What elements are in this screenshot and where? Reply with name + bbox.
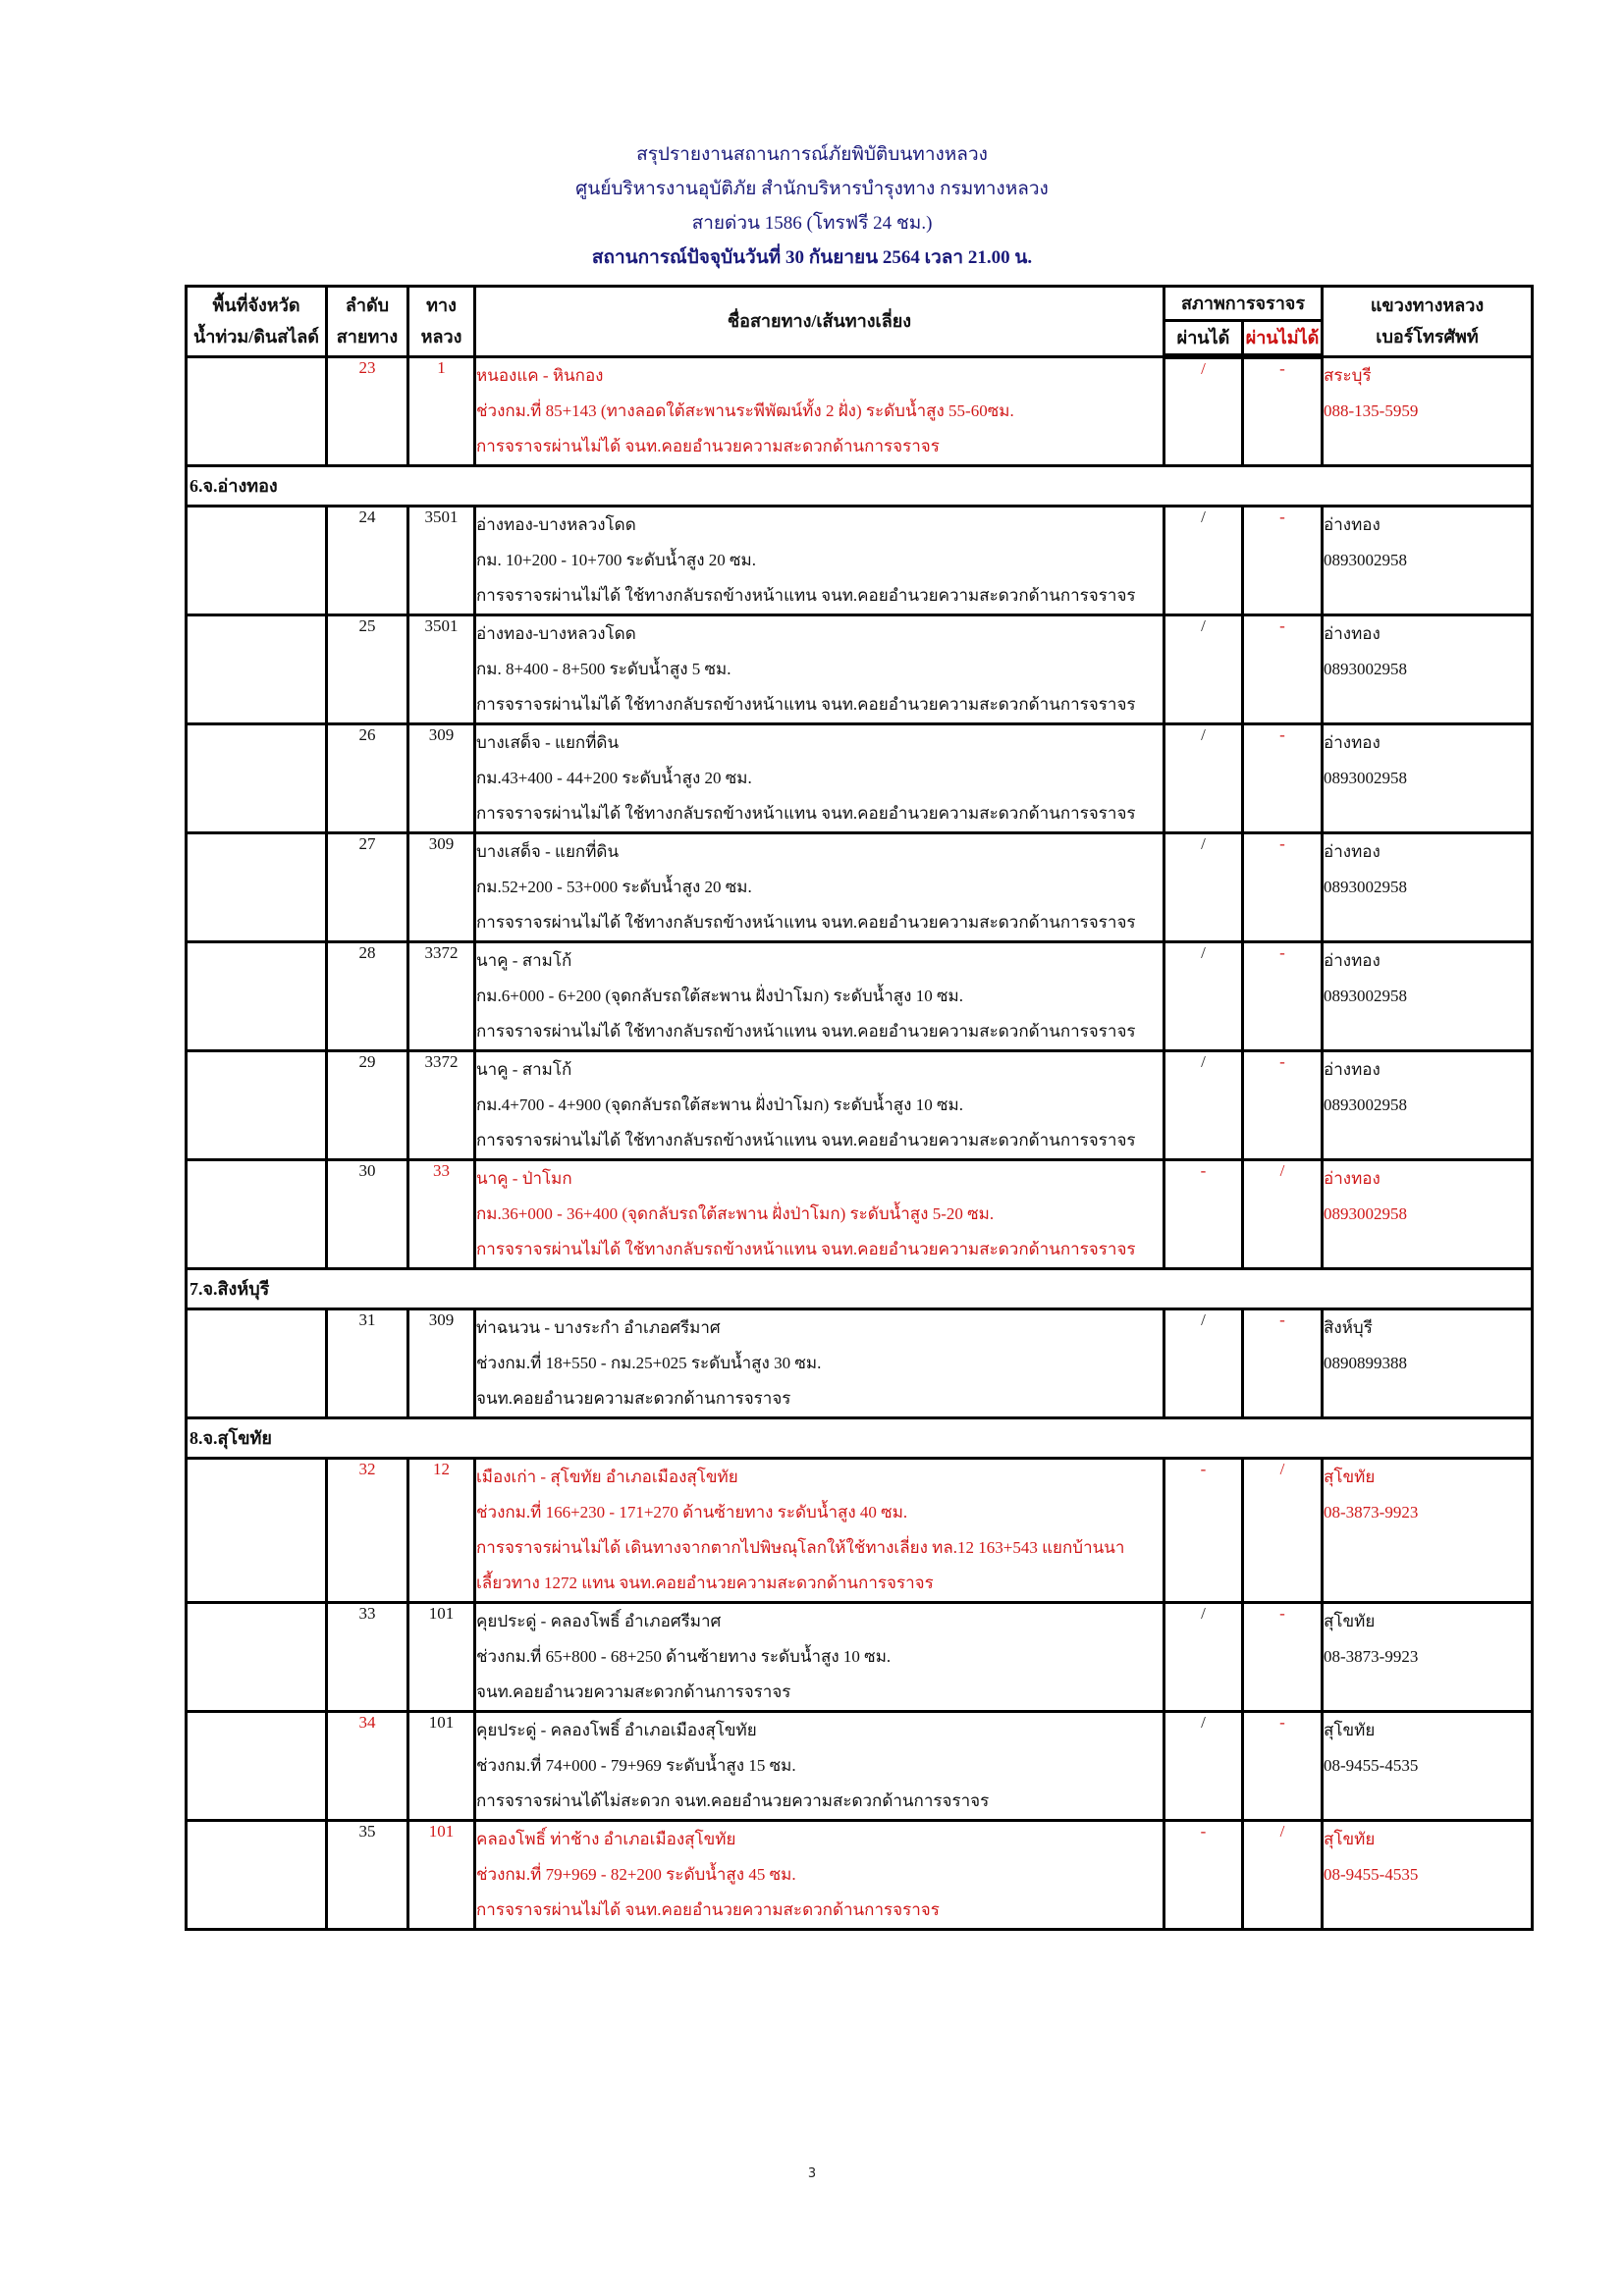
seq-cell: 33 <box>327 1602 408 1711</box>
route-description-line: เมืองเก่า - สุโขทัย อำเภอเมืองสุโขทัย <box>476 1467 738 1486</box>
no-pass-status-cell <box>1243 1602 1323 1711</box>
route-description-line: การจราจรผ่านไม่ได้ ใช้ทางกลับรถข้างหน้าแทน จนท.คอยอำนวยความสะดวกด้านการจราจร <box>476 1239 1136 1258</box>
area-cell <box>187 1820 327 1929</box>
district-cell <box>1323 1159 1533 1268</box>
pass-status-cell <box>1164 1050 1243 1159</box>
route-description-cell <box>475 832 1164 941</box>
route-description-cell <box>475 1050 1164 1159</box>
seq-cell: 32 <box>327 1458 408 1602</box>
pass-status-cell <box>1164 506 1243 614</box>
col-header-pass: ผ่านได้ <box>1164 321 1243 357</box>
district-name: สุโขทัย <box>1324 1467 1376 1486</box>
district-cell <box>1323 1308 1533 1417</box>
no-pass-status-mark: / <box>1279 1821 1285 1841</box>
no-pass-status-cell <box>1243 1159 1323 1268</box>
road-number-cell: 101 <box>408 1602 475 1711</box>
route-description-line: ช่วงกม.ที่ 85+143 (ทางลอดใต้สะพานระพีพัฒน์ทั้ง 2 ฝั่ง) ระดับน้ำสูง 55-60ซม. <box>476 400 1014 420</box>
report-datetime: สถานการณ์ปัจจุบันวันที่ 30 กันยายน 2564 เวลา 21.00 น. <box>591 247 1033 268</box>
route-description-line: คุยประดู่ - คลองโพธิ์ อำเภอเมืองสุโขทัย <box>476 1720 757 1739</box>
no-pass-status-cell <box>1243 1050 1323 1159</box>
no-pass-status-cell <box>1243 832 1323 941</box>
route-description-line: ช่วงกม.ที่ 79+969 - 82+200 ระดับน้ำสูง 45 ซม. <box>476 1864 796 1884</box>
district-name: อ่างทอง <box>1324 841 1380 861</box>
table-row <box>187 1602 1533 1711</box>
district-name: อ่างทอง <box>1324 1168 1380 1188</box>
table-row <box>187 1820 1533 1929</box>
pass-status-mark: - <box>1200 1821 1207 1841</box>
district-name: อ่างทอง <box>1324 514 1380 534</box>
area-cell <box>187 723 327 832</box>
route-description-cell <box>475 356 1164 465</box>
table-row <box>187 614 1533 723</box>
no-pass-status-mark: - <box>1279 942 1285 962</box>
district-phone: 08-9455-4535 <box>1324 1864 1419 1884</box>
road-number-cell: 309 <box>408 832 475 941</box>
seq-cell: 29 <box>327 1050 408 1159</box>
road-number-cell: 309 <box>408 723 475 832</box>
district-cell <box>1323 1820 1533 1929</box>
district-cell <box>1323 1458 1533 1602</box>
route-description-line: จนท.คอยอำนวยความสะดวกด้านการจราจร <box>476 1682 791 1701</box>
route-description-cell <box>475 1820 1164 1929</box>
road-number-cell: 101 <box>408 1711 475 1820</box>
route-description-cell <box>475 723 1164 832</box>
district-phone: 088-135-5959 <box>1324 400 1419 420</box>
province-section-label: 8.จ.สุโขทัย <box>187 1417 1533 1458</box>
no-pass-status-mark: - <box>1279 1051 1285 1071</box>
no-pass-status-cell <box>1243 356 1323 465</box>
no-pass-status-cell <box>1243 723 1323 832</box>
pass-status-mark: / <box>1201 359 1206 378</box>
road-number-cell: 3372 <box>408 1050 475 1159</box>
route-description-line: การจราจรผ่านไม่ได้ ใช้ทางกลับรถข้างหน้าแทน จนท.คอยอำนวยความสะดวกด้านการจราจร <box>476 1130 1136 1149</box>
pass-status-mark: / <box>1201 1309 1206 1329</box>
area-cell <box>187 832 327 941</box>
route-description-line: บางเสด็จ - แยกที่ดิน <box>476 841 620 861</box>
area-cell <box>187 1308 327 1417</box>
table-row <box>187 941 1533 1050</box>
seq-cell: 30 <box>327 1159 408 1268</box>
pass-status-cell <box>1164 614 1243 723</box>
route-description-line: กม.43+400 - 44+200 ระดับน้ำสูง 20 ซม. <box>476 768 752 787</box>
no-pass-status-mark: / <box>1279 1160 1285 1180</box>
table-row <box>187 1458 1533 1602</box>
route-description-cell <box>475 506 1164 614</box>
col-header-district <box>1323 287 1533 357</box>
route-description-line: การจราจรผ่านไม่ได้ ใช้ทางกลับรถข้างหน้าแทน จนท.คอยอำนวยความสะดวกด้านการจราจร <box>476 803 1136 823</box>
area-cell <box>187 1159 327 1268</box>
table-row <box>187 1159 1533 1268</box>
district-phone: 08-3873-9923 <box>1324 1646 1419 1666</box>
table-body <box>187 356 1533 1929</box>
district-phone: 08-3873-9923 <box>1324 1502 1419 1522</box>
table-row <box>187 723 1533 832</box>
no-pass-status-mark: - <box>1279 1603 1285 1623</box>
pass-status-mark: / <box>1201 1051 1206 1071</box>
col-header-road-line2: หลวง <box>420 327 462 347</box>
route-description-line: ช่วงกม.ที่ 74+000 - 79+969 ระดับน้ำสูง 15 ซม. <box>476 1755 796 1775</box>
district-name: สุโขทัย <box>1324 1611 1376 1630</box>
no-pass-status-cell <box>1243 1820 1323 1929</box>
district-cell <box>1323 1050 1533 1159</box>
pass-status-mark: / <box>1201 615 1206 635</box>
pass-status-cell <box>1164 1308 1243 1417</box>
pass-status-cell <box>1164 723 1243 832</box>
pass-status-cell <box>1164 1711 1243 1820</box>
col-header-seq-line2: สายทาง <box>336 327 399 347</box>
road-number-cell: 3372 <box>408 941 475 1050</box>
pass-status-mark: / <box>1201 833 1206 853</box>
area-cell <box>187 506 327 614</box>
seq-cell: 31 <box>327 1308 408 1417</box>
district-name: สระบุรี <box>1324 365 1372 385</box>
seq-cell: 24 <box>327 506 408 614</box>
area-cell <box>187 1602 327 1711</box>
pass-status-mark: / <box>1201 1712 1206 1732</box>
route-description-cell <box>475 1458 1164 1602</box>
area-cell <box>187 1050 327 1159</box>
route-description-line: กม.4+700 - 4+900 (จุดกลับรถใต้สะพาน ฝั่งป่าโมก) ระดับน้ำสูง 10 ซม. <box>476 1095 963 1114</box>
route-description-cell <box>475 1159 1164 1268</box>
road-number-cell: 1 <box>408 356 475 465</box>
route-description-line: อ่างทอง-บางหลวงโดด <box>476 514 636 534</box>
district-name: สุโขทัย <box>1324 1829 1376 1848</box>
route-description-cell <box>475 1711 1164 1820</box>
pass-status-mark: / <box>1201 507 1206 526</box>
col-header-seq <box>327 287 408 357</box>
no-pass-status-cell <box>1243 1308 1323 1417</box>
page-number: 3 <box>807 2166 817 2181</box>
no-pass-status-mark: - <box>1279 359 1285 378</box>
route-description-line: กม.36+000 - 36+400 (จุดกลับรถใต้สะพาน ฝั่งป่าโมก) ระดับน้ำสูง 5-20 ซม. <box>476 1203 995 1223</box>
area-cell <box>187 1458 327 1602</box>
district-name: อ่างทอง <box>1324 1059 1380 1079</box>
col-header-no-pass: ผ่านไม่ได้ <box>1243 321 1323 357</box>
district-cell <box>1323 506 1533 614</box>
district-name: อ่างทอง <box>1324 623 1380 643</box>
province-section-label: 7.จ.สิงห์บุรี <box>187 1268 1533 1308</box>
col-header-road-line1: ทาง <box>426 295 457 316</box>
col-header-road <box>408 287 475 357</box>
road-number-cell: 309 <box>408 1308 475 1417</box>
route-description-line: จนท.คอยอำนวยความสะดวกด้านการจราจร <box>476 1388 791 1408</box>
road-number-cell: 3501 <box>408 614 475 723</box>
route-description-line: การจราจรผ่านไม่ได้ ใช้ทางกลับรถข้างหน้าแทน จนท.คอยอำนวยความสะดวกด้านการจราจร <box>476 1021 1136 1041</box>
pass-status-cell <box>1164 832 1243 941</box>
province-section-row <box>187 1268 1533 1308</box>
pass-status-mark: - <box>1200 1160 1207 1180</box>
seq-cell: 26 <box>327 723 408 832</box>
table-row <box>187 506 1533 614</box>
route-description-line: คุยประดู่ - คลองโพธิ์ อำเภอศรีมาศ <box>476 1611 722 1630</box>
road-number-cell: 33 <box>408 1159 475 1268</box>
route-description-line: การจราจรผ่านไม่ได้ ใช้ทางกลับรถข้างหน้าแทน จนท.คอยอำนวยความสะดวกด้านการจราจร <box>476 912 1136 932</box>
seq-cell: 27 <box>327 832 408 941</box>
seq-cell: 34 <box>327 1711 408 1820</box>
table-row <box>187 1050 1533 1159</box>
district-name: สุโขทัย <box>1324 1720 1376 1739</box>
route-description-line: นาคู - สามโก้ <box>476 1059 572 1079</box>
route-description-line: ช่วงกม.ที่ 18+550 - กม.25+025 ระดับน้ำสูง 30 ซม. <box>476 1353 822 1372</box>
road-number-cell: 12 <box>408 1458 475 1602</box>
route-description-line: คลองโพธิ์ ท่าช้าง อำเภอเมืองสุโขทัย <box>476 1829 736 1848</box>
col-header-district-line1: แขวงทางหลวง <box>1370 295 1485 316</box>
area-cell <box>187 941 327 1050</box>
district-name: สิงห์บุรี <box>1324 1317 1373 1337</box>
col-header-area-line1: พื้นที่จังหวัด <box>212 295 300 316</box>
flood-status-table <box>185 285 1534 1931</box>
no-pass-status-cell <box>1243 941 1323 1050</box>
no-pass-status-cell <box>1243 506 1323 614</box>
no-pass-status-mark: - <box>1279 833 1285 853</box>
route-description-cell <box>475 941 1164 1050</box>
route-description-line: ท่าฉนวน - บางระกำ อำเภอศรีมาศ <box>476 1317 721 1337</box>
col-header-traffic: สภาพการจราจร <box>1164 287 1323 321</box>
seq-cell: 23 <box>327 356 408 465</box>
district-phone: 0890899388 <box>1324 1353 1408 1372</box>
district-phone: 0893002958 <box>1324 986 1408 1005</box>
road-number-cell: 101 <box>408 1820 475 1929</box>
route-description-line: การจราจรผ่านไม่ได้ เดินทางจากตากไปพิษณุโลกให้ใช้ทางเลี่ยง ทล.12 163+543 แยกบ้านนา <box>476 1537 1125 1557</box>
col-header-district-line2: เบอร์โทรศัพท์ <box>1376 327 1479 347</box>
no-pass-status-mark: - <box>1279 1712 1285 1732</box>
route-description-line: กม. 10+200 - 10+700 ระดับน้ำสูง 20 ซม. <box>476 550 757 569</box>
route-description-line: บางเสด็จ - แยกที่ดิน <box>476 732 620 752</box>
pass-status-cell <box>1164 1820 1243 1929</box>
route-description-cell <box>475 1602 1164 1711</box>
table-row <box>187 832 1533 941</box>
no-pass-status-cell <box>1243 1711 1323 1820</box>
col-header-route: ชื่อสายทาง/เส้นทางเลี่ยง <box>475 287 1164 357</box>
route-description-line: การจราจรผ่านได้ไม่สะดวก จนท.คอยอำนวยความสะดวกด้านการจราจร <box>476 1790 990 1810</box>
pass-status-cell <box>1164 1602 1243 1711</box>
route-description-cell <box>475 614 1164 723</box>
district-cell <box>1323 614 1533 723</box>
no-pass-status-cell <box>1243 614 1323 723</box>
report-header <box>0 137 1624 275</box>
route-description-line: ช่วงกม.ที่ 65+800 - 68+250 ด้านซ้ายทาง ระดับน้ำสูง 10 ซม. <box>476 1646 892 1666</box>
district-phone: 0893002958 <box>1324 1095 1408 1114</box>
district-cell <box>1323 941 1533 1050</box>
district-phone: 0893002958 <box>1324 877 1408 896</box>
district-phone: 08-9455-4535 <box>1324 1755 1419 1775</box>
table-row <box>187 356 1533 465</box>
area-cell <box>187 614 327 723</box>
report-title: สรุปรายงานสถานการณ์ภัยพิบัติบนทางหลวง <box>636 144 988 165</box>
no-pass-status-mark: - <box>1279 615 1285 635</box>
report-organization: ศูนย์บริหารงานอุบัติภัย สำนักบริหารบำรุงทาง กรมทางหลวง <box>575 179 1049 199</box>
pass-status-mark: / <box>1201 942 1206 962</box>
pass-status-mark: / <box>1201 724 1206 744</box>
route-description-line: การจราจรผ่านไม่ได้ ใช้ทางกลับรถข้างหน้าแทน จนท.คอยอำนวยความสะดวกด้านการจราจร <box>476 585 1136 605</box>
pass-status-cell <box>1164 356 1243 465</box>
route-description-line: กม.6+000 - 6+200 (จุดกลับรถใต้สะพาน ฝั่งป่าโมก) ระดับน้ำสูง 10 ซม. <box>476 986 963 1005</box>
col-header-seq-line1: ลำดับ <box>345 295 390 316</box>
route-description-line: เลี้ยวทาง 1272 แทน จนท.คอยอำนวยความสะดวกด้านการจราจร <box>476 1573 934 1592</box>
route-description-cell <box>475 1308 1164 1417</box>
district-phone: 0893002958 <box>1324 768 1408 787</box>
seq-cell: 28 <box>327 941 408 1050</box>
province-section-label: 6.จ.อ่างทอง <box>187 465 1533 506</box>
no-pass-status-mark: - <box>1279 507 1285 526</box>
no-pass-status-mark: / <box>1279 1459 1285 1478</box>
seq-cell: 35 <box>327 1820 408 1929</box>
col-header-area-line2: น้ำท่วม/ดินสไลด์ <box>192 327 319 347</box>
route-description-line: กม.52+200 - 53+000 ระดับน้ำสูง 20 ซม. <box>476 877 752 896</box>
route-description-line: การจราจรผ่านไม่ได้ ใช้ทางกลับรถข้างหน้าแทน จนท.คอยอำนวยความสะดวกด้านการจราจร <box>476 694 1136 714</box>
pass-status-cell <box>1164 941 1243 1050</box>
pass-status-mark: - <box>1200 1459 1207 1478</box>
pass-status-mark: / <box>1201 1603 1206 1623</box>
table-row <box>187 1711 1533 1820</box>
district-phone: 0893002958 <box>1324 550 1408 569</box>
road-number-cell: 3501 <box>408 506 475 614</box>
province-section-row <box>187 465 1533 506</box>
district-cell <box>1323 832 1533 941</box>
route-description-line: อ่างทอง-บางหลวงโดด <box>476 623 636 643</box>
district-phone: 0893002958 <box>1324 1203 1408 1223</box>
district-cell <box>1323 356 1533 465</box>
route-description-line: กม. 8+400 - 8+500 ระดับน้ำสูง 5 ซม. <box>476 659 731 678</box>
province-section-row <box>187 1417 1533 1458</box>
table-row <box>187 1308 1533 1417</box>
no-pass-status-cell <box>1243 1458 1323 1602</box>
col-header-area <box>187 287 327 357</box>
hotline: สายด่วน 1586 (โทรฟรี 24 ชม.) <box>691 213 933 234</box>
district-name: อ่างทอง <box>1324 950 1380 970</box>
pass-status-cell <box>1164 1458 1243 1602</box>
pass-status-cell <box>1164 1159 1243 1268</box>
route-description-line: การจราจรผ่านไม่ได้ จนท.คอยอำนวยความสะดวกด้านการจราจร <box>476 436 940 455</box>
no-pass-status-mark: - <box>1279 724 1285 744</box>
route-description-line: ช่วงกม.ที่ 166+230 - 171+270 ด้านซ้ายทาง ระดับน้ำสูง 40 ซม. <box>476 1502 908 1522</box>
route-description-line: หนองแค - หินกอง <box>476 365 604 385</box>
district-cell <box>1323 1602 1533 1711</box>
route-description-line: การจราจรผ่านไม่ได้ จนท.คอยอำนวยความสะดวกด้านการจราจร <box>476 1899 940 1919</box>
seq-cell: 25 <box>327 614 408 723</box>
district-phone: 0893002958 <box>1324 659 1408 678</box>
route-description-line: นาคู - ป่าโมก <box>476 1168 572 1188</box>
district-cell <box>1323 723 1533 832</box>
area-cell <box>187 1711 327 1820</box>
area-cell <box>187 356 327 465</box>
no-pass-status-mark: - <box>1279 1309 1285 1329</box>
district-cell <box>1323 1711 1533 1820</box>
district-name: อ่างทอง <box>1324 732 1380 752</box>
route-description-line: นาคู - สามโก้ <box>476 950 572 970</box>
